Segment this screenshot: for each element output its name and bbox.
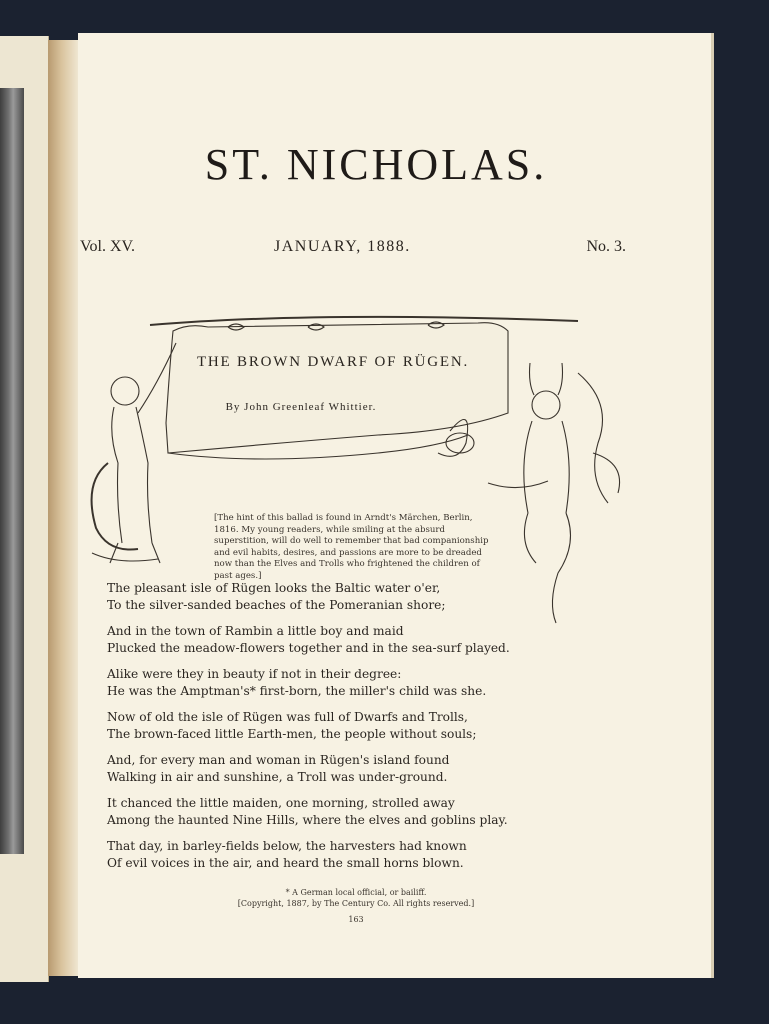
poem-line: And, for every man and woman in Rügen's island found xyxy=(107,753,450,767)
footnotes xyxy=(78,887,634,909)
page-number: 163 xyxy=(348,915,364,924)
poem-line: That day, in barley-fields below, the harvesters had known xyxy=(107,839,467,853)
poem-line: The brown-faced little Earth-men, the people without souls; xyxy=(107,727,477,741)
article-title: THE BROWN DWARF OF RÜGEN. xyxy=(196,354,470,370)
poem-line: The pleasant isle of Rügen looks the Baltic water o'er, xyxy=(107,581,441,595)
stanza xyxy=(107,623,587,657)
poem-body xyxy=(107,580,587,881)
stanza xyxy=(107,838,587,872)
article-headnote: [The hint of this ballad is found in Arndt's Märchen, Berlin, 1816. My young readers, while smiling at the absurd superstition, will do well to remember that bad companionship and evil habits, desires, and passions are more to be dreaded now than the Elves and Trolls who frightened the children of past ages.] xyxy=(214,513,489,581)
issue-date: JANUARY, 1888. xyxy=(274,238,411,255)
poem-line: Walking in air and sunshine, a Troll was under-ground. xyxy=(107,770,448,784)
footnote-amptman: * A German local official, or bailiff. xyxy=(285,888,427,897)
poem-line: Plucked the meadow-flowers together and in the sea-surf played. xyxy=(107,641,510,655)
volume-label: Vol. XV. xyxy=(80,238,135,255)
stanza xyxy=(107,666,587,700)
poem-line: Among the haunted Nine Hills, where the elves and goblins play. xyxy=(107,813,508,827)
stanza xyxy=(107,709,587,743)
stanza xyxy=(107,752,587,786)
poem-line: Now of old the isle of Rügen was full of Dwarfs and Trolls, xyxy=(107,710,468,724)
stanza xyxy=(107,580,587,614)
poem-line: He was the Amptman's* first-born, the miller's child was she. xyxy=(107,684,487,698)
poem-line: Alike were they in beauty if not in their degree: xyxy=(107,667,402,681)
magazine-page xyxy=(78,33,714,978)
poem-line: It chanced the little maiden, one morning, strolled away xyxy=(107,796,455,810)
poem-line: And in the town of Rambin a little boy and maid xyxy=(107,624,404,638)
stanza xyxy=(107,795,587,829)
copyright-notice: [Copyright, 1887, by The Century Co. All rights reserved.] xyxy=(237,899,475,908)
issue-number: No. 3. xyxy=(586,238,626,255)
poem-line: To the silver-sanded beaches of the Pomeranian shore; xyxy=(107,598,446,612)
poem-line: Of evil voices in the air, and heard the small horns blown. xyxy=(107,856,464,870)
article-byline: By John Greenleaf Whittier. xyxy=(225,401,377,413)
magazine-title: ST. NICHOLAS. xyxy=(204,140,548,189)
facing-page-engraving xyxy=(0,88,24,854)
